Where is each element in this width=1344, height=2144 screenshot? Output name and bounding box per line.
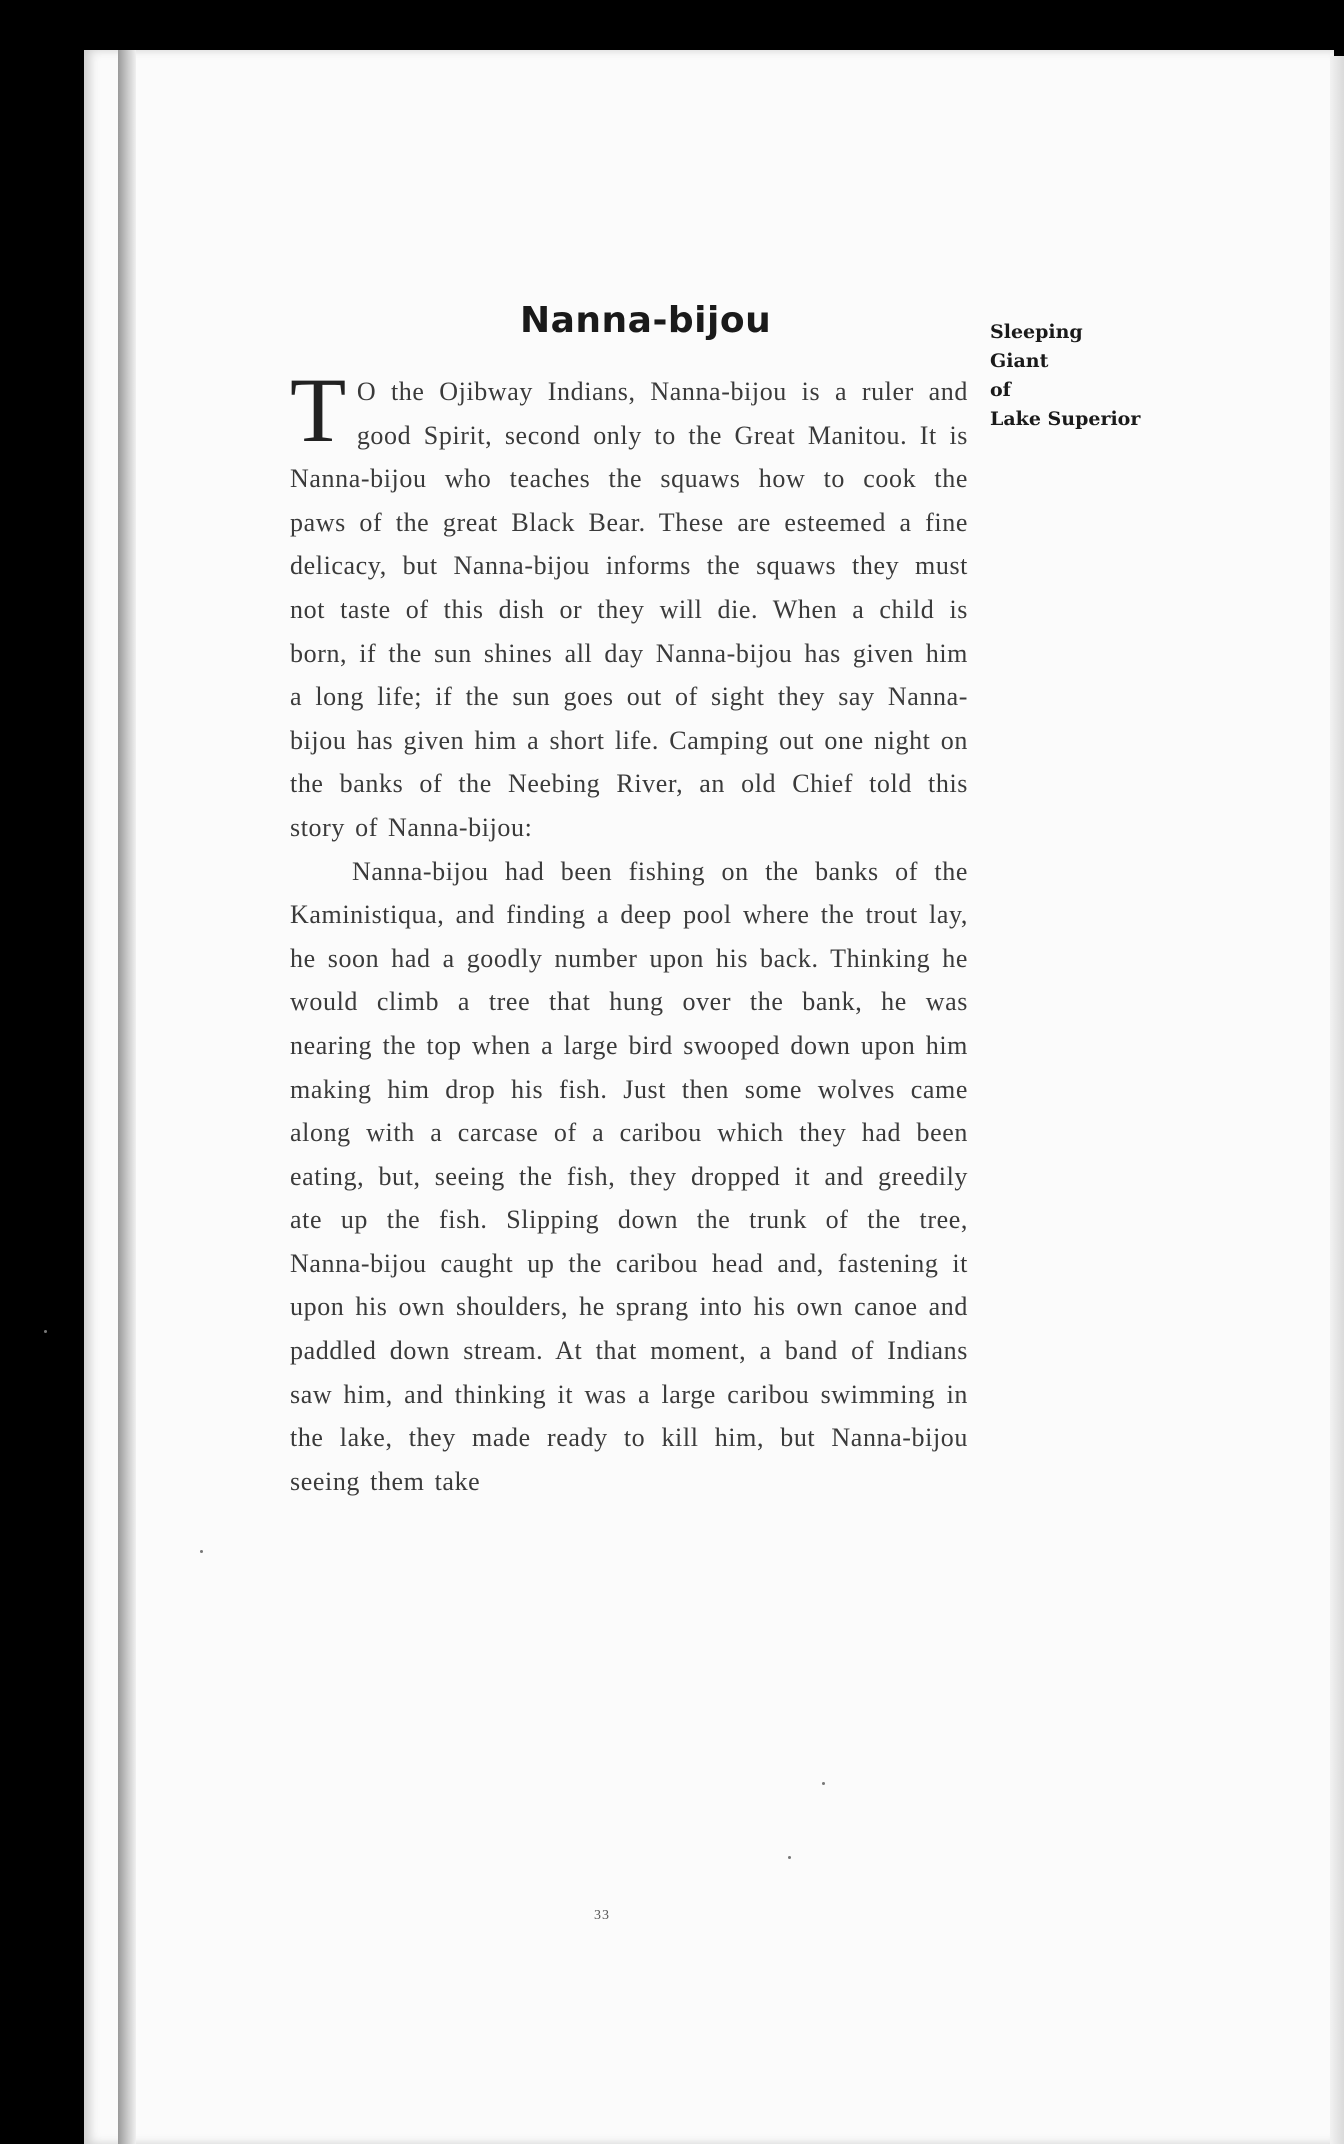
page-title: Nanna-bijou bbox=[520, 300, 772, 341]
margin-heading-line: of bbox=[990, 379, 1011, 401]
margin-heading-line: Giant bbox=[990, 350, 1049, 372]
body-text bbox=[290, 359, 968, 1503]
scan-speck bbox=[44, 1330, 47, 1333]
margin-heading-line: Sleeping bbox=[990, 321, 1083, 343]
margin-heading-line: Lake Superior bbox=[990, 408, 1141, 430]
paragraph-1-text: O the Ojibway Indians, Nanna-bijou is a ruler and good Spirit, second only to the Great Manitou. It is Nanna-bijou who teaches the squaws how to cook the paws of the great Black Bear. These are esteemed a fine delicacy, but Nanna-bijou informs the squaws they must not taste of this dish or they will die. When a child is born, if the sun shines all day Nanna-bijou has given him a long life; if the sun goes out of sight they say Nanna-bijou has given him a short life. Camping out one night on the banks of the Neebing River, an old Chief told this story of Nanna-bijou: bbox=[290, 377, 968, 842]
page-number: 33 bbox=[594, 1908, 610, 1923]
paragraph-2: Nanna-bijou had been fishing on the banks of the Kaministiqua, and finding a deep pool where the trout lay, he soon had a goodly number upon his back. Thinking he would climb a tree that hung over the bank, he was nearing the top when a large bird swooped down upon him making him drop his fish. Just then some wolves came along with a carcase of a caribou which they had been eating, but, seeing the fish, they dropped it and greedily ate up the fish. Slipping down the trunk of the tree, Nanna-bijou caught up the caribou head and, fastening it upon his own shoulders, he sprang into his own canoe and paddled down stream. At that moment, a band of Indians saw him, and thinking it was a large caribou swimming in the lake, they made ready to kill him, but Nanna-bijou seeing them take bbox=[290, 856, 968, 1496]
margin-heading bbox=[990, 318, 1170, 434]
scan-speck bbox=[200, 1550, 203, 1553]
scan-speck bbox=[822, 1782, 825, 1785]
page-edge bbox=[1330, 56, 1344, 2144]
drop-cap: T bbox=[290, 359, 347, 461]
book-spine-shadow bbox=[118, 50, 136, 2144]
scan-speck bbox=[788, 1856, 791, 1859]
paragraph-1 bbox=[290, 359, 968, 850]
